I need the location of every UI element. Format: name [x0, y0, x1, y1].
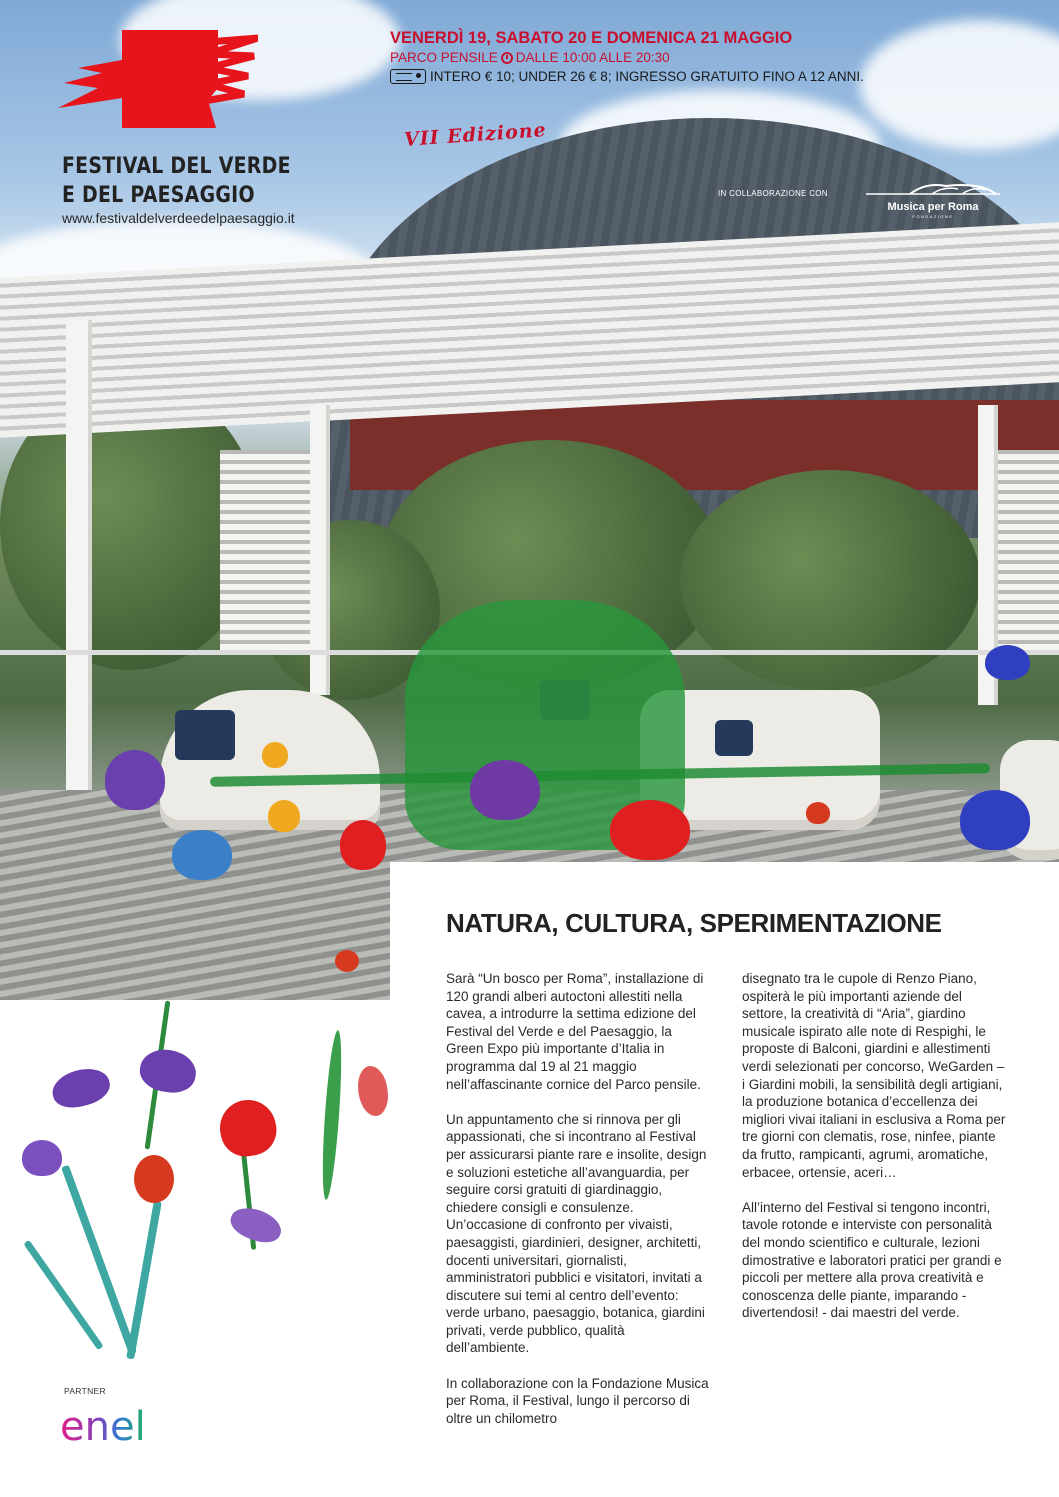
partner-org-sub: FONDAZIONE — [912, 214, 954, 219]
venue-name: PARCO PENSILE — [390, 50, 498, 65]
yellow-flower — [262, 742, 288, 768]
article-column-2 — [742, 970, 1007, 1339]
cushion — [175, 710, 235, 760]
venue-hours: DALLE 10:00 ALLE 20:30 — [515, 50, 670, 65]
clock-icon — [501, 52, 513, 64]
article-title: NATURA, CULTURA, SPERIMENTAZIONE — [446, 908, 942, 938]
enel-logo — [60, 1398, 174, 1450]
festival-title-line1: FESTIVAL DEL VERDE — [62, 154, 291, 179]
red-flower — [358, 1066, 388, 1116]
event-venue — [390, 50, 670, 65]
article-paragraph: Un appuntamento che si rinnova per gli appassionati, che si incontrano al Festival per assicurarsi piante rare e insolite, design e soluzioni estetiche all’avanguardia, per seguire corsi gratuiti di giardinaggio, chiedere consigli e consulenze. Un’occasione di confronto per vivaisti, paesaggisti, giardinieri, designer, architetti, docenti universitari, giornalisti, amministratori pubblici e visitatori, invitati a discutere sui temi al centro dell’evento: verde urbano, paesaggio, botanica, giardini privati, verde pubblico, qualità dell’ambiente. — [446, 1111, 707, 1356]
festival-title-line2: E DEL PAESAGGIO — [62, 183, 255, 208]
blue-flower — [985, 645, 1030, 680]
teal-stem — [61, 1165, 137, 1356]
cloud — [860, 20, 1059, 150]
ticket-icon — [390, 69, 426, 84]
purple-flower — [48, 1063, 113, 1113]
purple-flower — [22, 1140, 62, 1176]
svg-text:enel: enel — [60, 1404, 146, 1450]
purple-flower — [470, 760, 540, 820]
yellow-flower — [268, 800, 300, 832]
partner-org-name: Musica per Roma — [887, 201, 979, 213]
pergola-shutter — [998, 450, 1059, 650]
red-poppy — [340, 820, 386, 870]
article-paragraph: disegnato tra le cupole di Renzo Piano, ospiterà le più importanti aziende del settore, la creatività di “Aria”, giardino musicale ispirato alle note di Respighi, le proposte di Balconi, giardini e allestimenti verdi selezionati per concorso, WeGarden – i Giardini mobili, la sensibilità degli artigiani, la produzione botanica d’eccellenza dei migliori vivai italiani in esclusiva a Roma per tre giorni con clematis, rose, ninfee, piante da frutto, rampicanti, agrumi, aromatiche, erbacee, ortensie, aceri… — [742, 971, 1006, 1180]
pergola-shutter — [220, 450, 310, 650]
red-poppy — [216, 1096, 281, 1161]
article-paragraph: In collaborazione con la Fondazione Musica per Roma, il Festival, lungo il percorso di oltre un chilometro — [446, 1375, 709, 1426]
article-paragraph: All’interno del Festival si tengono incontri, tavole rotonde e interviste con personalità del mondo scientifico e culturale, lezioni dimostrative e laboratori pratici per grandi e piccoli per mettere alla prova creatività e conoscenza delle piante, imparando - divertendosi! - dai maestri del verde. — [742, 1199, 1002, 1321]
leaf — [319, 1030, 345, 1201]
teal-stem — [126, 1201, 162, 1360]
ticket-prices-text: INTERO € 10; UNDER 26 € 8; INGRESSO GRATUITO FINO A 12 ANNI. — [430, 69, 864, 84]
teal-stem — [23, 1240, 103, 1351]
festival-website-link[interactable]: www.festivaldelverdeedelpaesaggio.it — [62, 210, 295, 226]
cushion — [715, 720, 753, 756]
ladybug — [806, 802, 830, 824]
purple-flower — [226, 1202, 285, 1248]
musica-per-roma-logo — [866, 182, 1000, 219]
event-dates: VENERDÌ 19, SABATO 20 E DOMENICA 21 MAGGIO — [390, 29, 793, 47]
red-poppy — [610, 800, 690, 860]
festival-logo-brush — [58, 28, 258, 140]
article-paragraph: Sarà “Un bosco per Roma”, installazione di 120 grandi alberi autoctoni allestiti nella cavea, a introdurre la settima edizione del Festival del Verde e del Paesaggio, la Green Expo più importante d’Italia in programma dal 19 al 21 maggio nell’affascinante cornice del Parco pensile. — [446, 971, 704, 1092]
ladybug — [134, 1155, 174, 1203]
pergola-post — [66, 320, 92, 820]
purple-flower — [105, 750, 165, 810]
article-column-1 — [446, 970, 711, 1445]
partner-label: PARTNER — [64, 1386, 106, 1396]
ticket-prices — [390, 69, 864, 84]
blue-flower — [172, 830, 232, 880]
blue-flower — [960, 790, 1030, 850]
tree — [680, 470, 980, 690]
purple-flower — [137, 1045, 199, 1096]
festival-title — [62, 152, 291, 210]
ladybug — [335, 950, 359, 972]
collaboration-label: IN COLLABORAZIONE CON — [718, 189, 828, 198]
edition-label: VII Edizione — [403, 119, 548, 151]
musica-per-roma-mark-icon — [866, 182, 1000, 200]
